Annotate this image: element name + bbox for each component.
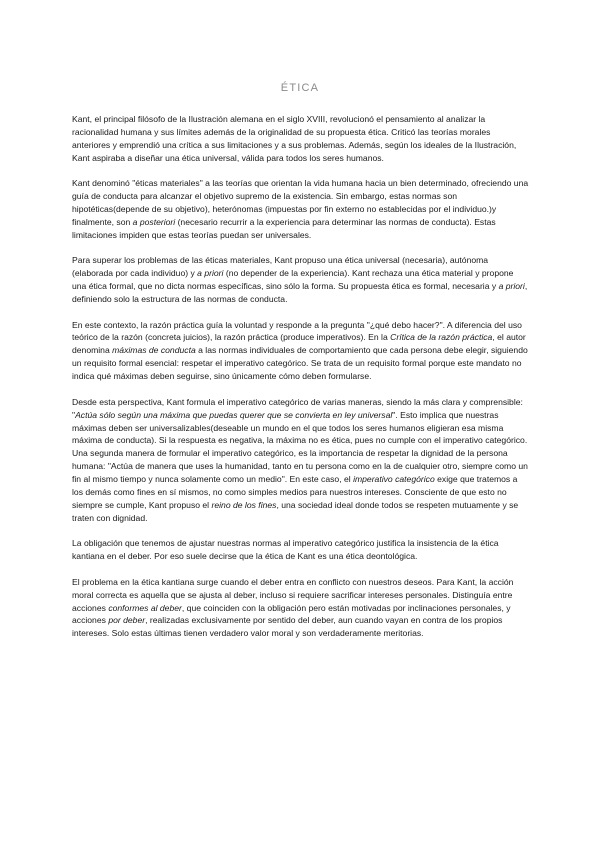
paragraph <box>72 254 530 306</box>
italic-run: imperativo categórico <box>353 474 435 485</box>
text-run: Para superar los problemas de las éticas materiales, Kant propuso una ética universal (necesaria), autónoma (elaborada por cada individuo) y <box>72 255 489 279</box>
italic-run: reino de los fines <box>211 499 277 510</box>
italic-run: máximas de conducta <box>112 345 196 356</box>
text-run: El problema en la ética kantiana surge cuando el deber entra en conflicto con nuestros deseos. Para Kant, la acción moral correcta es aquella que se ajusta al deber, incluso si requiere sacrificar intereses personales. Distinguía entre acciones <box>72 576 514 613</box>
italic-run: Crítica de la razón práctica <box>390 332 493 343</box>
paragraph <box>72 576 530 641</box>
text-run: La obligación que tenemos de ajustar nuestras normas al imperativo categórico justifica la insistencia de la ética kantiana en el deber. Por eso suele decirse que la ética de Kant es una ética deontológica. <box>72 538 499 562</box>
text-run: (necesario recurrir a la experiencia para determinar las normas de conducta). Estas limitaciones impiden que estas teorías puedan ser universales. <box>72 216 496 240</box>
page-title: ÉTICA <box>280 82 320 94</box>
paragraph <box>72 113 530 165</box>
text-run: ". Esto implica que nuestras máximas deben ser universalizables(deseable un mundo en el que todos los seres humanos eligieran esa misma máxima de conducta). Si la respuesta es negativa, la máxima no es ética, pues no cumple con el imperativo categórico. Una segunda manera de formular el imperativo categórico, es la importancia de respetar la dignidad de la persona humana: "Actúa de manera que uses la humanidad, tanto en tu persona como en la de cualquier otro, siempre como un fin al mismo tiempo y nunca solamente como un medio". En este caso, el <box>72 409 528 485</box>
paragraph <box>72 319 530 384</box>
text-run: , el autor denomina <box>72 332 526 356</box>
text-run: a las normas individuales de comportamiento que cada persona debe elegir, siguiendo un requisito formal esencial: respetar el imperativo categórico. Se trata de un requisito formal porque este mandato no indica qué máximas deben seguirse, sino únicamente cómo deben formularse. <box>72 345 528 382</box>
paragraph <box>72 177 530 242</box>
italic-run: a priori <box>498 281 525 292</box>
document-body <box>72 113 530 653</box>
italic-run: conformes al deber <box>108 602 182 613</box>
text-run: , definiendo solo la estructura de las normas de conducta. <box>72 281 528 305</box>
text-run: , una sociedad ideal donde todos se respeten mutuamente y se traten con dignidad. <box>72 499 519 523</box>
text-run: (no depender de la experiencia). Kant rechaza una ética material y propone una ética formal, que no dicta normas específicas, sino sólo la forma. Su propuesta ética es formal, necesaria y <box>72 268 514 292</box>
paragraph <box>72 396 530 525</box>
text-run: exige que tratemos a los demás como fines en sí mismos, no como simples medios para nuestros intereses. Consciente de que esto no siempre se cumple, Kant propuso el <box>72 474 518 510</box>
text-run: , que coinciden con la obligación pero están motivadas por inclinaciones personales, y acciones <box>72 602 511 626</box>
text-run: Kant denominó "éticas materiales" a las teorías que orientan la vida humana hacia un bien determinado, ofreciendo una guía de conducta para alcanzar el objetivo supremo de la existencia. Sin embargo, estas normas son hipotéticas(depende de su objetivo), heterónomas (impuestas por fin externo no establecidas por el individuo.)y finalmente, son <box>72 178 529 227</box>
italic-run: Actúa sólo según una máxima que puedas querer que se convierta en ley universal <box>75 409 393 420</box>
text-run: , realizadas exclusivamente por sentido del deber, aun cuando vayan en contra de los propios intereses. Solo estas últimas tienen verdadero valor moral y son verdaderamente meritorias. <box>72 615 503 639</box>
text-run: En este contexto, la razón práctica guía la voluntad y responde a la pregunta "¿qué debo hacer?". A diferencia del uso teórico de la razón (concreta juicios), la razón práctica (produce imperativos). En la <box>72 319 522 343</box>
text-run: Kant, el principal filósofo de la Ilustración alemana en el siglo XVIII, revolucionó el pensamiento al analizar la racionalidad humana y sus límites además de la originalidad de su propuesta ética. Criticó las teorías morales anteriores y emprendió una crítica a sus limitaciones y a sus problemas. Además, según los ideales de la Ilustración, Kant aspiraba a diseñar una ética universal, válida para todos los seres humanos. <box>72 114 517 163</box>
paragraph <box>72 537 530 563</box>
italic-run: por deber <box>108 615 146 626</box>
italic-run: a priori <box>197 268 224 279</box>
text-run: Desde esta perspectiva, Kant formula el imperativo categórico de varias maneras, siendo la más clara y comprensible: " <box>72 396 523 420</box>
italic-run: a posteriori <box>132 216 176 227</box>
